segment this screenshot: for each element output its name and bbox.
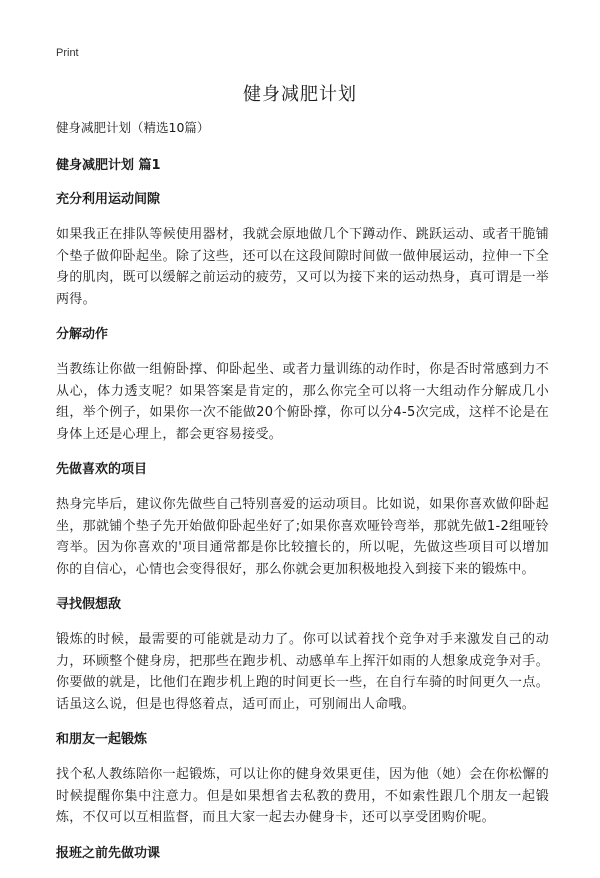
section-heading-6: 报班之前先做功课 [56,845,161,861]
document-content [56,118,549,878]
section-paragraph-5: 找个私人教练陪你一起锻炼，可以让你的健身效果更佳，因为他（她）会在你松懈的时候提醒你集中注意力。但是如果想省去私教的费用，不如索性跟几个朋友一起锻炼，不仅可以互相监督，而且大家一起去办健身卡，还可以享受团购价呢。 [56,767,549,825]
document-title: 健身减肥计划 [243,84,357,105]
section-heading-1: 充分利用运动间隙 [56,192,161,207]
section-paragraph-3: 热身完毕后，建议你先做些自己特别喜爱的运动项目。比如说，如果你喜欢做仰卧起坐，那就铺个垫子先开始做仰卧起坐好了;如果你喜欢哑铃弯举，那就先做1-2组哑铃弯举。因为你喜欢的'项目通常都是你比较擅长的，所以呢，先做这些项目可以增加你的自信心，心情也会变得很好，那么你就会更加积极地投入到接下来的锻炼中。 [56,497,549,577]
document-subtitle: 健身减肥计划（精选10篇） [56,120,210,135]
section-heading-2: 分解动作 [56,327,109,342]
section-heading-4: 寻找假想敌 [56,597,122,612]
section-paragraph-2: 当教练让你做一组俯卧撑、仰卧起坐、或者力量训练的动作时，你是否时常感到力不从心，体力透支呢？如果答案是肯定的，那么你完全可以将一大组动作分解成几小组，举个例子，如果你一次不能做20个俯卧撑，你可以分4-5次完成，这样不论是在身体上还是心理上，都会更容易接受。 [56,362,549,442]
print-link[interactable]: Print [56,47,79,59]
section-paragraph-1: 如果我正在排队等候使用器材，我就会原地做几个下蹲动作、跳跃运动、或者干脆铺个垫子做仰卧起坐。除了这些，还可以在这段间隙时间做一做伸展运动，拉伸一下全身的肌肉，既可以缓解之前运动的疲劳，又可以为接下来的运动热身，真可谓是一举两得。 [56,227,549,307]
part-heading: 健身减肥计划 篇1 [56,158,161,173]
section-heading-5: 和朋友一起锻炼 [56,732,148,747]
section-heading-3: 先做喜欢的项目 [56,462,148,477]
section-paragraph-4: 锻炼的时候，最需要的可能就是动力了。你可以试着找个竞争对手来激发自己的动力，环顾整个健身房，把那些在跑步机、动感单车上挥汗如雨的人想象成竞争对手。你要做的就是，比他们在跑步机上跑的时间更长一些，在自行车骑的时间更久一点。话虽这么说，但是也得悠着点，适可而止，可别闹出人命哦。 [56,632,549,712]
